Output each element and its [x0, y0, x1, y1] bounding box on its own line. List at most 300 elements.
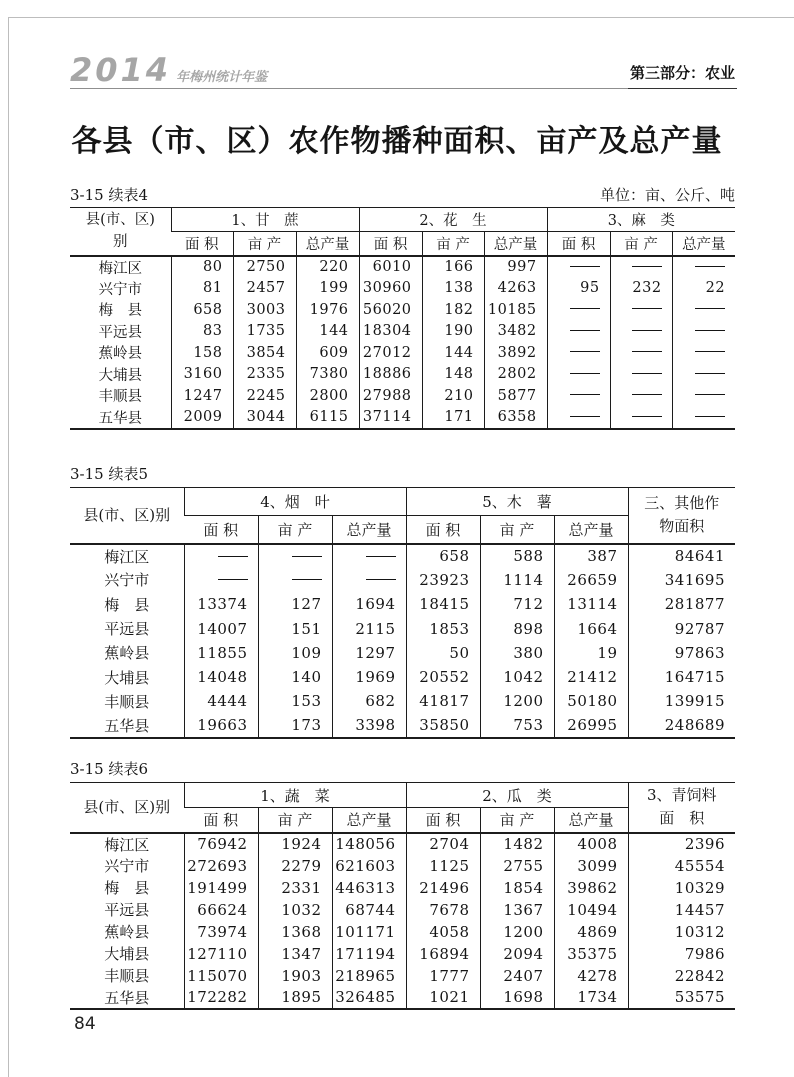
scan-edge-top: [8, 17, 794, 18]
value-cell: 220: [296, 256, 359, 278]
value-cell: 712: [480, 592, 554, 616]
table5-caption: 3-15 续表5: [70, 465, 149, 483]
table-row: [70, 407, 735, 429]
value-cell: 18415: [406, 592, 480, 616]
value-cell: 1735: [233, 321, 296, 343]
value-cell: 127110: [184, 943, 258, 965]
table-row: [70, 965, 735, 987]
table-row: [70, 877, 735, 899]
yearbook-logo: [70, 51, 268, 89]
value-cell: 997: [484, 256, 547, 278]
table-row: [70, 665, 735, 689]
county-cell: 丰顺县: [104, 967, 150, 985]
em-dash: [695, 330, 725, 331]
value-cell: [672, 321, 735, 343]
table4-caption: 3-15 续表4: [70, 186, 149, 204]
value-cell: 27988: [359, 385, 422, 407]
yearbook-logo-name: 年梅州统计年鉴: [176, 70, 268, 85]
county-cell: 五华县: [98, 410, 142, 427]
county-cell: 梅 县: [98, 303, 142, 320]
value-cell: 1969: [332, 665, 406, 689]
value-cell: 10329: [628, 877, 735, 899]
value-cell: 621603: [332, 855, 406, 877]
value-cell: 18886: [359, 364, 422, 386]
value-cell: 10494: [554, 899, 628, 921]
value-cell: 7380: [296, 364, 359, 386]
table-sugarcane-peanut-fiber: [70, 207, 735, 430]
value-cell: 11855: [184, 641, 258, 665]
value-cell: 3398: [332, 714, 406, 738]
table-row: [70, 943, 735, 965]
value-cell: 1482: [480, 833, 554, 855]
value-cell: 144: [296, 321, 359, 343]
value-cell: [332, 544, 406, 568]
value-cell: 3482: [484, 321, 547, 343]
table-row: [70, 921, 735, 943]
value-cell: 3160: [171, 364, 233, 386]
value-cell: 658: [171, 299, 233, 321]
value-cell: 1367: [480, 899, 554, 921]
value-cell: 172282: [184, 987, 258, 1009]
value-cell: 4008: [554, 833, 628, 855]
value-cell: 272693: [184, 855, 258, 877]
value-cell: 151: [258, 616, 332, 640]
value-cell: 164715: [628, 665, 735, 689]
value-cell: 2009: [171, 407, 233, 429]
value-cell: 3003: [233, 299, 296, 321]
sub-header: 面 积: [203, 811, 239, 830]
em-dash: [570, 373, 600, 374]
value-cell: 56020: [359, 299, 422, 321]
value-cell: 158: [171, 342, 233, 364]
value-cell: 4263: [484, 278, 547, 300]
value-cell: [610, 407, 672, 429]
county-cell: 丰顺县: [104, 692, 150, 711]
value-cell: 210: [422, 385, 484, 407]
value-cell: 148056: [332, 833, 406, 855]
county-cell: 平远县: [104, 620, 150, 639]
sub-header: 亩 产: [258, 808, 332, 833]
sub-header: 面 积: [547, 232, 610, 256]
em-dash: [570, 308, 600, 309]
sub-header: 总产量: [332, 808, 406, 833]
yearbook-logo-year: 2014: [70, 51, 172, 89]
county-cell: 平远县: [98, 324, 142, 341]
value-cell: 1114: [480, 568, 554, 592]
sub-header: 面 积: [203, 520, 239, 539]
county-column-header: 县(市、区) 别: [85, 211, 155, 251]
value-cell: 97863: [628, 641, 735, 665]
county-cell: 兴宁市: [98, 281, 142, 298]
table-row: [70, 321, 735, 343]
value-cell: 95: [547, 278, 610, 300]
value-cell: 2245: [233, 385, 296, 407]
value-cell: 2331: [258, 877, 332, 899]
value-cell: 2407: [480, 965, 554, 987]
value-cell: 2457: [233, 278, 296, 300]
value-cell: [547, 321, 610, 343]
county-cell: 丰顺县: [98, 389, 142, 406]
sub-header: 总产量: [484, 232, 547, 256]
value-cell: 101171: [332, 921, 406, 943]
em-dash: [632, 416, 662, 417]
value-cell: 35850: [406, 714, 480, 738]
em-dash: [632, 330, 662, 331]
em-dash: [218, 556, 248, 557]
value-cell: 326485: [332, 987, 406, 1009]
table-row: [70, 385, 735, 407]
county-column-header: 县(市、区)别: [83, 797, 171, 816]
value-cell: 171: [422, 407, 484, 429]
em-dash: [632, 373, 662, 374]
value-cell: [547, 256, 610, 278]
crop-group-header: 1、甘 蔗: [171, 208, 359, 232]
value-cell: [672, 299, 735, 321]
value-cell: 341695: [628, 568, 735, 592]
table5-caption-row: [70, 463, 735, 484]
crop-group-header: 1、蔬 菜: [184, 783, 406, 808]
county-cell: 大埔县: [104, 668, 150, 687]
value-cell: 6358: [484, 407, 547, 429]
value-cell: 19663: [184, 714, 258, 738]
value-cell: [184, 544, 258, 568]
value-cell: 3854: [233, 342, 296, 364]
value-cell: 218965: [332, 965, 406, 987]
value-cell: 138: [422, 278, 484, 300]
sub-header: 总产量: [332, 516, 406, 544]
value-cell: [610, 256, 672, 278]
em-dash: [570, 394, 600, 395]
value-cell: 13114: [554, 592, 628, 616]
value-cell: 45554: [628, 855, 735, 877]
value-cell: 1042: [480, 665, 554, 689]
sub-header: 总产量: [296, 232, 359, 256]
table-row: [70, 544, 735, 568]
value-cell: [610, 385, 672, 407]
value-cell: 1297: [332, 641, 406, 665]
value-cell: [258, 544, 332, 568]
value-cell: 50: [406, 641, 480, 665]
county-cell: 五华县: [104, 716, 150, 735]
value-cell: 76942: [184, 833, 258, 855]
sub-header: 亩 产: [480, 516, 554, 544]
value-cell: 66624: [184, 899, 258, 921]
value-cell: [610, 342, 672, 364]
page-number: 84: [74, 1014, 96, 1034]
value-cell: 20552: [406, 665, 480, 689]
value-cell: 10185: [484, 299, 547, 321]
value-cell: 1021: [406, 987, 480, 1009]
em-dash: [632, 351, 662, 352]
value-cell: 658: [406, 544, 480, 568]
value-cell: 81: [171, 278, 233, 300]
section-label: 第三部分：农业: [628, 62, 737, 89]
value-cell: 148: [422, 364, 484, 386]
value-cell: 4444: [184, 689, 258, 713]
sub-header: 亩 产: [480, 808, 554, 833]
value-cell: [547, 385, 610, 407]
county-cell: 蕉岭县: [104, 644, 150, 663]
value-cell: [610, 364, 672, 386]
value-cell: 14048: [184, 665, 258, 689]
value-cell: 2396: [628, 833, 735, 855]
value-cell: 190: [422, 321, 484, 343]
sub-header: 总产量: [672, 232, 735, 256]
value-cell: 1853: [406, 616, 480, 640]
scan-edge-left: [8, 17, 9, 1077]
value-cell: 682: [332, 689, 406, 713]
value-cell: [184, 568, 258, 592]
value-cell: [547, 407, 610, 429]
table-row: [70, 278, 735, 300]
value-cell: 1854: [480, 877, 554, 899]
county-cell: 五华县: [104, 988, 150, 1007]
value-cell: 26659: [554, 568, 628, 592]
em-dash: [695, 308, 725, 309]
crop-group-header: 3、麻 类: [547, 208, 735, 232]
sub-header: 亩 产: [610, 232, 672, 256]
value-cell: 13374: [184, 592, 258, 616]
em-dash: [632, 266, 662, 267]
value-cell: 140: [258, 665, 332, 689]
crop-group-header: 2、瓜 类: [406, 783, 628, 808]
value-cell: 1694: [332, 592, 406, 616]
sub-header: 面 积: [359, 232, 422, 256]
value-cell: 115070: [184, 965, 258, 987]
value-cell: 68744: [332, 899, 406, 921]
value-cell: 1347: [258, 943, 332, 965]
county-cell: 大埔县: [104, 945, 150, 963]
value-cell: 1777: [406, 965, 480, 987]
value-cell: 898: [480, 616, 554, 640]
em-dash: [570, 351, 600, 352]
value-cell: [672, 407, 735, 429]
value-cell: 6010: [359, 256, 422, 278]
value-cell: 1734: [554, 987, 628, 1009]
value-cell: 2279: [258, 855, 332, 877]
table-row: [70, 592, 735, 616]
value-cell: 23923: [406, 568, 480, 592]
county-cell: 兴宁市: [104, 571, 150, 590]
sub-header: 总产量: [554, 808, 628, 833]
sub-header: 亩 产: [422, 232, 484, 256]
value-cell: 2115: [332, 616, 406, 640]
value-cell: 1200: [480, 689, 554, 713]
page-header: [70, 42, 737, 89]
table-row: [70, 299, 735, 321]
sub-header: 总产量: [554, 516, 628, 544]
county-cell: 大埔县: [98, 367, 142, 384]
crop-group-header: 5、木 薯: [406, 488, 628, 516]
sub-header: 亩 产: [258, 516, 332, 544]
county-column-header: 县(市、区)别: [83, 505, 171, 524]
value-cell: 446313: [332, 877, 406, 899]
county-cell: 梅 县: [104, 595, 150, 614]
em-dash: [292, 556, 322, 557]
county-cell: 蕉岭县: [98, 346, 142, 363]
value-cell: 5877: [484, 385, 547, 407]
value-cell: 39862: [554, 877, 628, 899]
value-cell: 2335: [233, 364, 296, 386]
value-cell: 18304: [359, 321, 422, 343]
value-cell: [610, 299, 672, 321]
value-cell: 2802: [484, 364, 547, 386]
county-cell: 蕉岭县: [104, 923, 150, 941]
value-cell: 7678: [406, 899, 480, 921]
value-cell: 609: [296, 342, 359, 364]
table4-caption-row: [70, 184, 735, 205]
table-row: [70, 568, 735, 592]
value-cell: 588: [480, 544, 554, 568]
value-cell: 22: [672, 278, 735, 300]
value-cell: 753: [480, 714, 554, 738]
value-cell: [672, 364, 735, 386]
last-column-header: 3、青饲料 面 积: [628, 783, 735, 833]
em-dash: [632, 308, 662, 309]
value-cell: 166: [422, 256, 484, 278]
value-cell: [672, 342, 735, 364]
value-cell: 1200: [480, 921, 554, 943]
value-cell: 144: [422, 342, 484, 364]
em-dash: [570, 266, 600, 267]
value-cell: 139915: [628, 689, 735, 713]
table-row: [70, 899, 735, 921]
em-dash: [292, 579, 322, 580]
table-tobacco-cassava-other: [70, 487, 735, 739]
value-cell: [547, 342, 610, 364]
value-cell: 1664: [554, 616, 628, 640]
value-cell: 22842: [628, 965, 735, 987]
em-dash: [366, 556, 396, 557]
value-cell: 182: [422, 299, 484, 321]
value-cell: 30960: [359, 278, 422, 300]
sub-header: 面 积: [406, 516, 480, 544]
value-cell: 2800: [296, 385, 359, 407]
sub-header: 面 积: [184, 236, 219, 253]
value-cell: 1032: [258, 899, 332, 921]
em-dash: [570, 330, 600, 331]
table4-unit-note: 单位：亩、公斤、吨: [599, 186, 735, 204]
table-row: [70, 987, 735, 1009]
table-row: [70, 689, 735, 713]
value-cell: [547, 364, 610, 386]
county-cell: 梅江区: [98, 260, 142, 277]
page-title: 各县（市、区）农作物播种面积、亩产及总产量: [71, 124, 723, 159]
value-cell: 6115: [296, 407, 359, 429]
value-cell: 37114: [359, 407, 422, 429]
value-cell: 21412: [554, 665, 628, 689]
table-row: [70, 855, 735, 877]
value-cell: 21496: [406, 877, 480, 899]
value-cell: 53575: [628, 987, 735, 1009]
table-row: [70, 256, 735, 278]
value-cell: 281877: [628, 592, 735, 616]
table-row: [70, 364, 735, 386]
value-cell: 1247: [171, 385, 233, 407]
value-cell: [332, 568, 406, 592]
value-cell: 173: [258, 714, 332, 738]
value-cell: 14007: [184, 616, 258, 640]
value-cell: 2704: [406, 833, 480, 855]
value-cell: 2750: [233, 256, 296, 278]
table-row: [70, 342, 735, 364]
county-cell: 梅江区: [104, 835, 150, 854]
value-cell: 153: [258, 689, 332, 713]
county-cell: 梅 县: [104, 879, 150, 897]
value-cell: 1976: [296, 299, 359, 321]
value-cell: 19: [554, 641, 628, 665]
table-vegetable-melon-forage: [70, 782, 735, 1010]
value-cell: 50180: [554, 689, 628, 713]
value-cell: 248689: [628, 714, 735, 738]
value-cell: [547, 299, 610, 321]
county-cell: 梅江区: [104, 547, 150, 566]
value-cell: [610, 321, 672, 343]
value-cell: 26995: [554, 714, 628, 738]
sub-header: 亩 产: [233, 232, 296, 256]
table-row: [70, 616, 735, 640]
em-dash: [695, 394, 725, 395]
em-dash: [695, 416, 725, 417]
value-cell: 1368: [258, 921, 332, 943]
em-dash: [570, 416, 600, 417]
value-cell: 127: [258, 592, 332, 616]
table6-caption-row: [70, 758, 735, 779]
value-cell: 84641: [628, 544, 735, 568]
em-dash: [695, 351, 725, 352]
value-cell: 2755: [480, 855, 554, 877]
last-column-header: 三、其他作 物面积: [628, 488, 735, 544]
value-cell: 3099: [554, 855, 628, 877]
table-row: [70, 641, 735, 665]
table-row: [70, 833, 735, 855]
value-cell: 2094: [480, 943, 554, 965]
value-cell: [672, 256, 735, 278]
em-dash: [366, 579, 396, 580]
crop-group-header: 2、花 生: [359, 208, 547, 232]
value-cell: [672, 385, 735, 407]
value-cell: 83: [171, 321, 233, 343]
value-cell: 171194: [332, 943, 406, 965]
value-cell: 109: [258, 641, 332, 665]
value-cell: 27012: [359, 342, 422, 364]
value-cell: 232: [610, 278, 672, 300]
value-cell: 1895: [258, 987, 332, 1009]
value-cell: 1125: [406, 855, 480, 877]
value-cell: 16894: [406, 943, 480, 965]
value-cell: 73974: [184, 921, 258, 943]
county-cell: 平远县: [104, 901, 150, 919]
value-cell: 1903: [258, 965, 332, 987]
value-cell: 1698: [480, 987, 554, 1009]
value-cell: 199: [296, 278, 359, 300]
value-cell: 14457: [628, 899, 735, 921]
value-cell: 3044: [233, 407, 296, 429]
value-cell: 4869: [554, 921, 628, 943]
value-cell: [258, 568, 332, 592]
em-dash: [695, 266, 725, 267]
county-cell: 兴宁市: [104, 857, 150, 875]
value-cell: 80: [171, 256, 233, 278]
table6-caption: 3-15 续表6: [70, 760, 149, 778]
value-cell: 10312: [628, 921, 735, 943]
value-cell: 4058: [406, 921, 480, 943]
value-cell: 191499: [184, 877, 258, 899]
value-cell: 380: [480, 641, 554, 665]
table-row: [70, 714, 735, 738]
value-cell: 3892: [484, 342, 547, 364]
value-cell: 7986: [628, 943, 735, 965]
